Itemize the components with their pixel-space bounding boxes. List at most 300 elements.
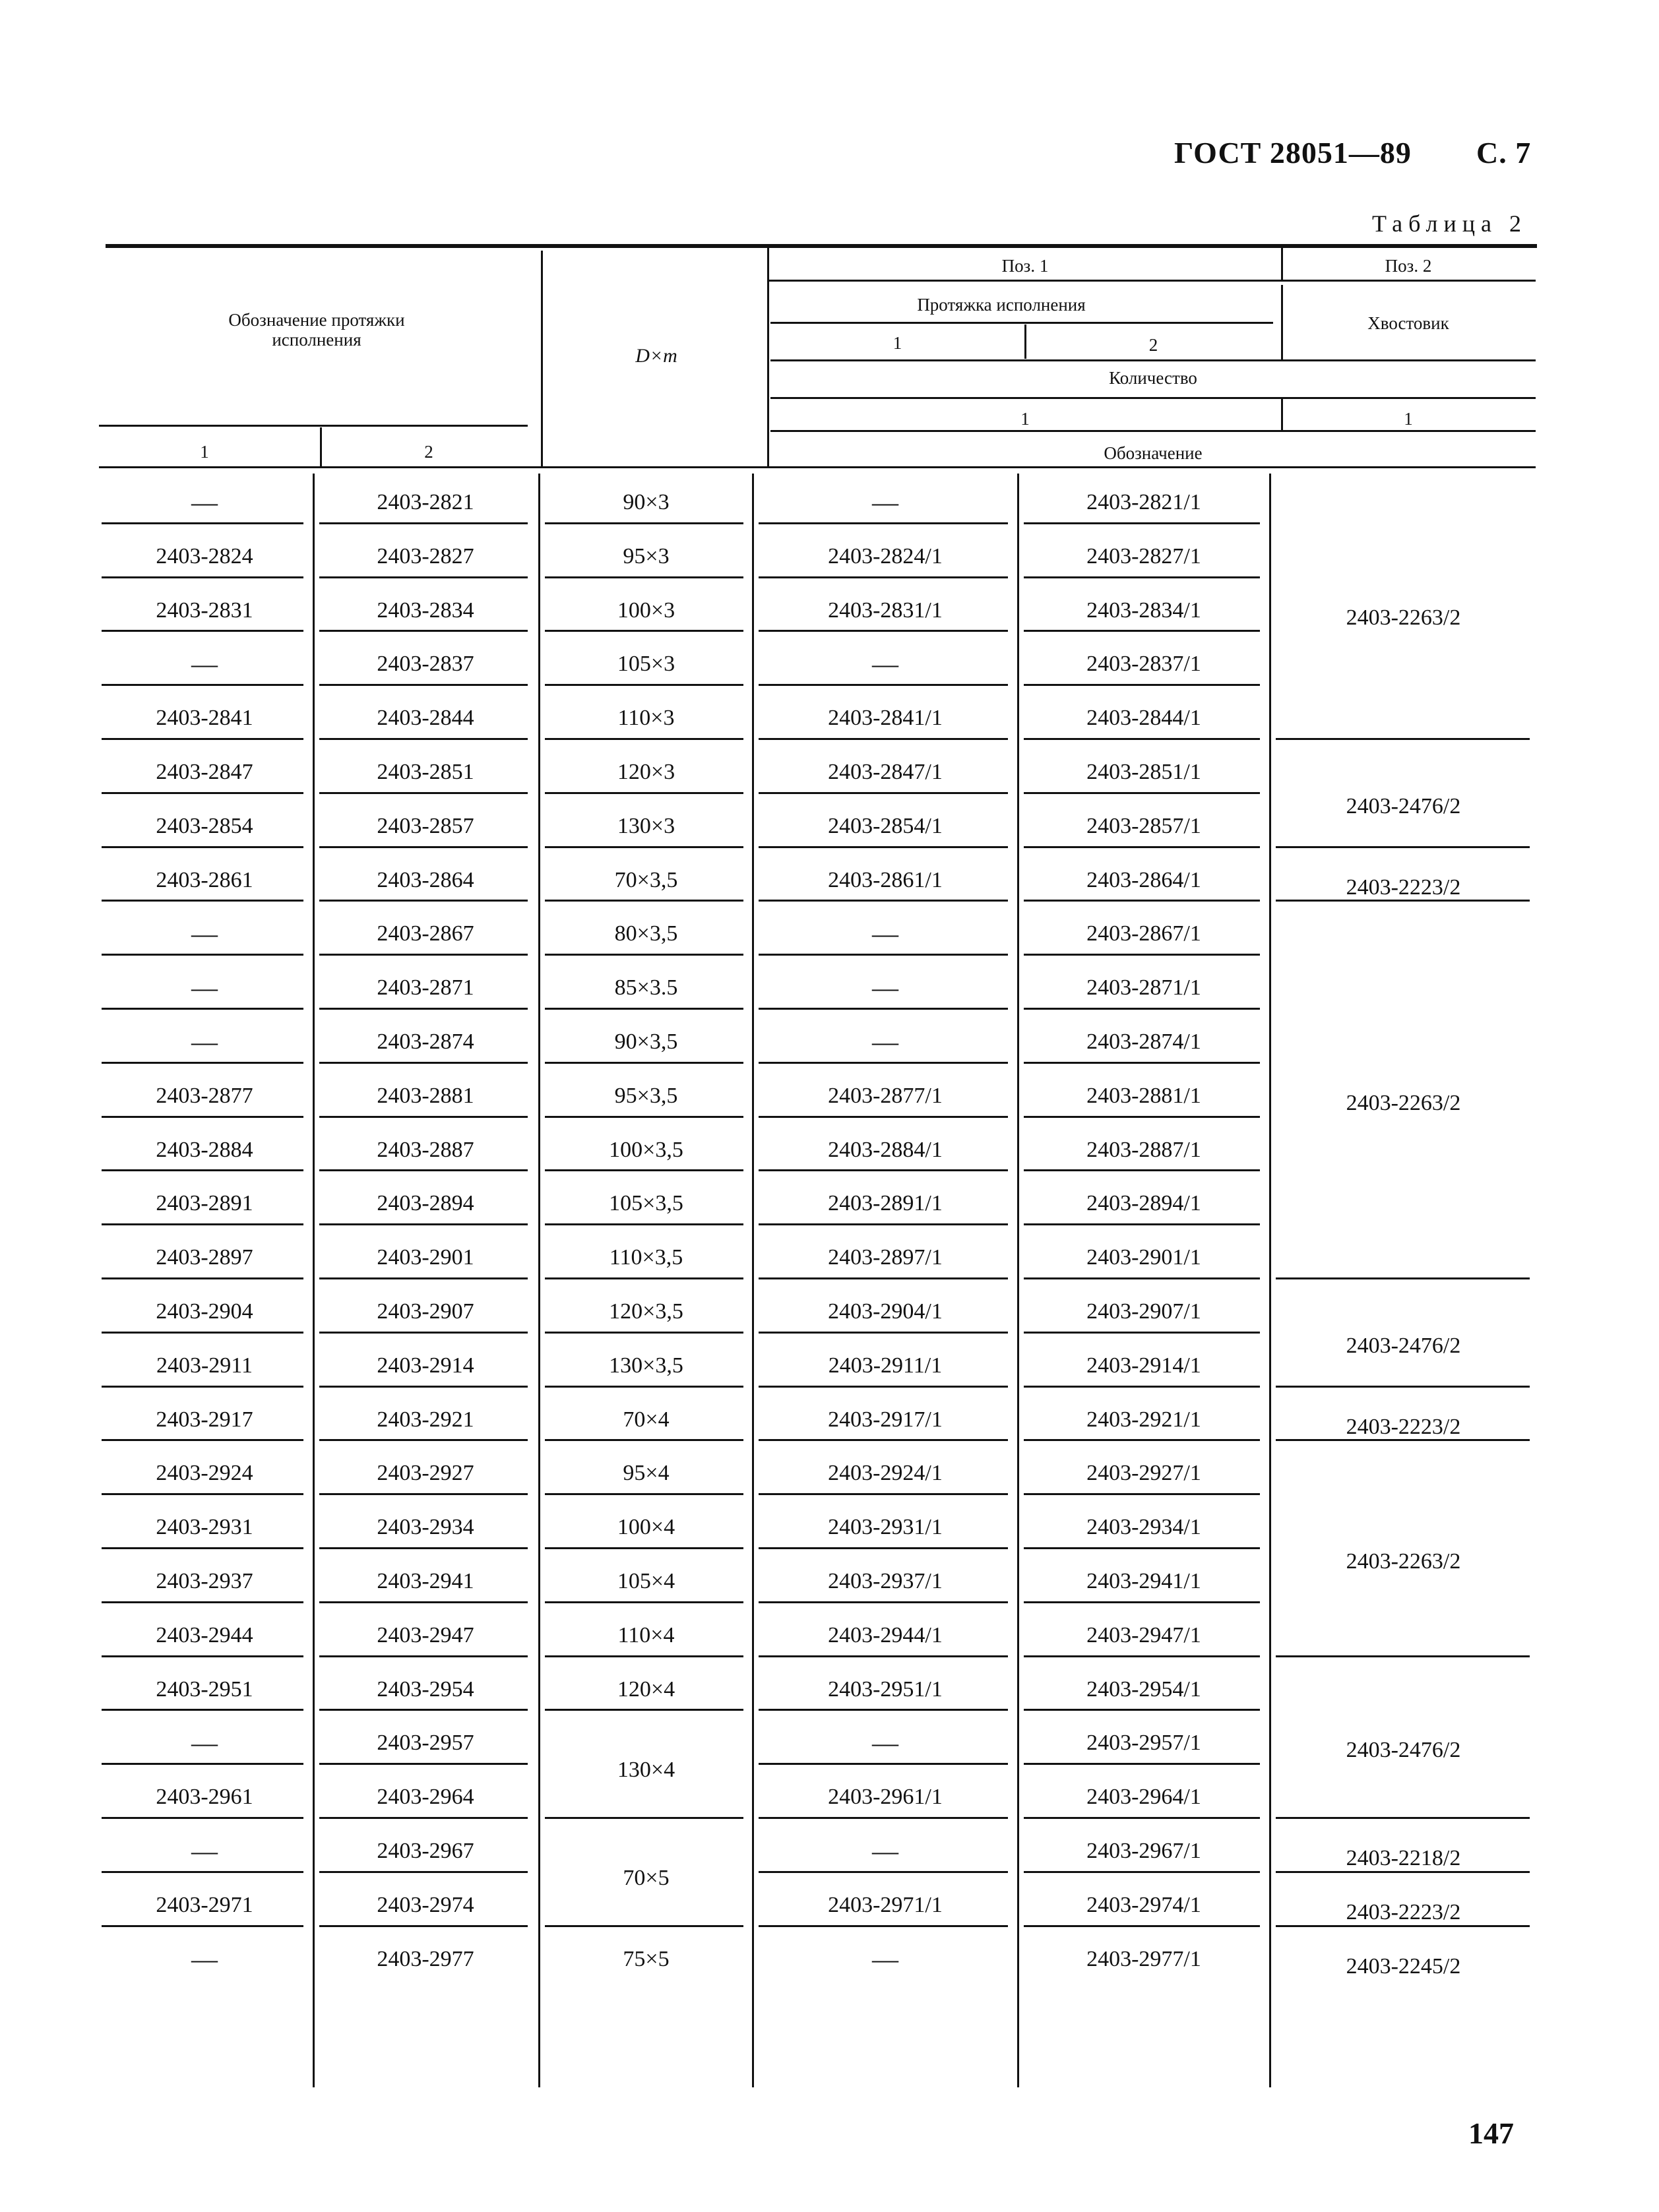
- broach-2-cell: 2403-2887/1: [1086, 1137, 1201, 1162]
- shank-rule: [1276, 1439, 1530, 1441]
- broach-1-cell: —: [872, 649, 898, 679]
- row-rule: [1024, 738, 1260, 740]
- row-rule: [319, 846, 528, 848]
- row-rule: [759, 1925, 1008, 1927]
- row-rule: [545, 1169, 743, 1171]
- broach-1-cell: 2403-2861/1: [828, 867, 943, 892]
- row-rule: [102, 1439, 303, 1441]
- row-rule: [545, 1116, 743, 1118]
- row-rule: [102, 738, 303, 740]
- row-rule: [759, 1817, 1008, 1819]
- dxm-cell: 130×3,5: [609, 1353, 683, 1378]
- broach-2-cell: 2403-2871/1: [1086, 975, 1201, 1000]
- designation-2-cell: 2403-2941: [377, 1569, 474, 1593]
- row-rule: [1024, 1817, 1260, 1819]
- row-rule: [102, 1386, 303, 1388]
- row-rule: [319, 1493, 528, 1495]
- row-rule: [545, 1008, 743, 1010]
- row-rule: [319, 1547, 528, 1549]
- designation-2-cell: 2403-2844: [377, 706, 474, 731]
- designation-2-cell: 2403-2954: [377, 1676, 474, 1702]
- designation-1-cell: —: [191, 1027, 218, 1057]
- shank-cell: 2403-2476/2: [1346, 1333, 1461, 1358]
- designation-2-cell: 2403-2887: [377, 1137, 474, 1162]
- designation-sub2: 2: [424, 442, 433, 462]
- broach-2-cell: 2403-2827/1: [1086, 543, 1201, 568]
- designation-2-cell: 2403-2857: [377, 813, 474, 838]
- header-rule: [99, 425, 528, 427]
- broach-2-cell: 2403-2954/1: [1086, 1676, 1201, 1702]
- dxm-cell: 110×4: [617, 1622, 675, 1647]
- designation-2-cell: 2403-2927: [377, 1461, 474, 1486]
- designation-1-cell: 2403-2937: [156, 1569, 253, 1593]
- designation-1-cell: 2403-2861: [156, 867, 253, 892]
- broach-1-cell: —: [872, 1836, 898, 1866]
- row-rule: [545, 522, 743, 524]
- broach-1-cell: 2403-2917/1: [828, 1407, 943, 1432]
- row-rule: [759, 576, 1008, 578]
- broach-1-cell: 2403-2847/1: [828, 760, 943, 784]
- row-rule: [1024, 1925, 1260, 1927]
- broach-1-cell: 2403-2824/1: [828, 543, 943, 568]
- designation-2-cell: 2403-2907: [377, 1299, 474, 1324]
- row-rule: [545, 1062, 743, 1064]
- row-rule: [102, 684, 303, 686]
- row-rule: [1024, 1601, 1260, 1603]
- broach-2-cell: 2403-2907/1: [1086, 1299, 1201, 1324]
- designation-1-cell: 2403-2847: [156, 760, 253, 784]
- row-rule: [759, 1008, 1008, 1010]
- dxm-merged-cell: 130×4: [617, 1758, 675, 1783]
- dxm-cell: 85×3.5: [614, 975, 678, 1000]
- row-rule: [102, 1817, 303, 1819]
- designation-2-cell: 2403-2864: [377, 867, 474, 892]
- body-divider: [1017, 474, 1019, 2087]
- broach-2-cell: 2403-2881/1: [1086, 1083, 1201, 1108]
- row-rule: [545, 954, 743, 956]
- designation-1-cell: 2403-2884: [156, 1137, 253, 1162]
- dxm-cell: 105×3,5: [609, 1191, 683, 1216]
- row-rule: [1024, 1277, 1260, 1279]
- row-rule: [1024, 1439, 1260, 1441]
- designation-2-cell: 2403-2874: [377, 1029, 474, 1054]
- row-rule: [759, 1332, 1008, 1334]
- quantity-pos2: 1: [1404, 409, 1413, 429]
- designation-2-cell: 2403-2837: [377, 652, 474, 677]
- row-rule: [102, 1601, 303, 1603]
- row-rule: [1024, 1062, 1260, 1064]
- row-rule: [1024, 1709, 1260, 1711]
- row-rule: [759, 846, 1008, 848]
- dxm-cell: 100×3,5: [609, 1137, 683, 1162]
- table-caption: Таблица 2: [1372, 210, 1527, 237]
- row-rule: [319, 1655, 528, 1657]
- row-rule: [319, 1223, 528, 1225]
- designation-1-cell: 2403-2824: [156, 543, 253, 568]
- dxm-cell: 100×3: [617, 598, 675, 623]
- dxm-header: D×m: [635, 345, 677, 367]
- broach-2-cell: 2403-2934/1: [1086, 1515, 1201, 1540]
- row-rule: [1024, 630, 1260, 632]
- shank-cell: 2403-2223/2: [1346, 1414, 1461, 1439]
- designation-2-cell: 2403-2921: [377, 1407, 474, 1432]
- shank-cell: 2403-2218/2: [1346, 1845, 1461, 1870]
- row-rule: [319, 792, 528, 794]
- designation-2-cell: 2403-2957: [377, 1731, 474, 1756]
- broach-1-cell: 2403-2897/1: [828, 1245, 943, 1270]
- row-rule: [759, 792, 1008, 794]
- row-rule: [1024, 684, 1260, 686]
- broach-1-cell: 2403-2877/1: [828, 1083, 943, 1108]
- quantity-pos1: 1: [1020, 409, 1030, 429]
- body-divider: [538, 474, 540, 2087]
- shank-rule: [1276, 900, 1530, 902]
- row-rule: [759, 1547, 1008, 1549]
- broach-2-cell: 2403-2941/1: [1086, 1569, 1201, 1593]
- body-divider: [313, 474, 315, 2087]
- designation-2-cell: 2403-2834: [377, 598, 474, 623]
- designation-1-cell: —: [191, 1944, 218, 1974]
- designation-1-cell: 2403-2904: [156, 1299, 253, 1324]
- broach-1-cell: 2403-2831/1: [828, 598, 943, 623]
- row-rule: [319, 1871, 528, 1873]
- row-rule: [545, 1547, 743, 1549]
- broach-sub2: 2: [1148, 335, 1158, 355]
- row-rule: [1024, 900, 1260, 902]
- pos2-header: Поз. 2: [1385, 256, 1432, 276]
- row-rule: [1024, 1763, 1260, 1765]
- designation-1-cell: —: [191, 649, 218, 679]
- row-rule: [319, 1386, 528, 1388]
- designation-1-cell: 2403-2831: [156, 598, 253, 623]
- row-rule: [319, 1763, 528, 1765]
- designation-2-cell: 2403-2947: [377, 1622, 474, 1647]
- shank-rule: [1276, 738, 1530, 740]
- row-rule: [102, 1008, 303, 1010]
- designation-2-cell: 2403-2934: [377, 1515, 474, 1540]
- row-rule: [759, 1116, 1008, 1118]
- row-rule: [545, 576, 743, 578]
- row-rule: [102, 1871, 303, 1873]
- dxm-cell: 80×3,5: [614, 921, 678, 946]
- broach-1-cell: 2403-2891/1: [828, 1191, 943, 1216]
- row-rule: [759, 1386, 1008, 1388]
- broach-1-cell: 2403-2971/1: [828, 1892, 943, 1917]
- row-rule: [102, 522, 303, 524]
- row-rule: [1024, 1493, 1260, 1495]
- row-rule: [319, 630, 528, 632]
- row-rule: [319, 1116, 528, 1118]
- shank-rule: [1276, 1277, 1530, 1279]
- row-rule: [1024, 1386, 1260, 1388]
- dxm-cell: 130×3: [617, 813, 675, 838]
- row-rule: [102, 1655, 303, 1657]
- quantity-header: Количество: [1109, 368, 1197, 388]
- row-rule: [545, 1493, 743, 1495]
- shank-cell: 2403-2245/2: [1346, 1953, 1461, 1979]
- designation-1-cell: 2403-2877: [156, 1083, 253, 1108]
- broach-2-cell: 2403-2837/1: [1086, 652, 1201, 677]
- row-rule: [1024, 954, 1260, 956]
- designation-sub1: 1: [200, 442, 209, 462]
- dxm-cell: 90×3: [623, 490, 670, 514]
- row-rule: [545, 1439, 743, 1441]
- designation-2-cell: 2403-2851: [377, 760, 474, 784]
- broach-header: Протяжка исполнения: [917, 295, 1086, 315]
- designation-2-cell: 2403-2974: [377, 1892, 474, 1917]
- dxm-cell: 95×4: [623, 1461, 670, 1486]
- row-rule: [545, 1601, 743, 1603]
- row-rule: [545, 1655, 743, 1657]
- row-rule: [759, 1709, 1008, 1711]
- shank-rule: [1276, 1655, 1530, 1657]
- broach-1-cell: 2403-2951/1: [828, 1676, 943, 1702]
- designation-label: Обозначение: [1104, 443, 1203, 463]
- broach-1-cell: 2403-2944/1: [828, 1622, 943, 1647]
- dxm-cell: 110×3: [617, 706, 675, 731]
- broach-2-cell: 2403-2977/1: [1086, 1946, 1201, 1971]
- dxm-cell: 100×4: [617, 1515, 675, 1540]
- row-rule: [759, 1062, 1008, 1064]
- dxm-merged-cell: 70×5: [623, 1865, 670, 1890]
- standard-code: ГОСТ 28051—89: [1174, 136, 1412, 169]
- body-divider: [752, 474, 754, 2087]
- row-rule: [102, 1332, 303, 1334]
- designation-2-cell: 2403-2821: [377, 490, 474, 514]
- designation-1-cell: 2403-2924: [156, 1461, 253, 1486]
- designation-1-cell: 2403-2961: [156, 1785, 253, 1810]
- designation-1-cell: —: [191, 487, 218, 517]
- row-rule: [759, 1763, 1008, 1765]
- broach-1-cell: —: [872, 919, 898, 949]
- header-rule: [767, 280, 1536, 282]
- row-rule: [759, 900, 1008, 902]
- broach-2-cell: 2403-2947/1: [1086, 1622, 1201, 1647]
- broach-1-cell: 2403-2841/1: [828, 706, 943, 731]
- designation-2-cell: 2403-2871: [377, 975, 474, 1000]
- shank-cell: 2403-2476/2: [1346, 1738, 1461, 1763]
- shank-rule: [1276, 1386, 1530, 1388]
- header-divider-dm: [541, 251, 543, 468]
- designation-1-cell: 2403-2854: [156, 813, 253, 838]
- row-rule: [759, 1655, 1008, 1657]
- row-rule: [319, 738, 528, 740]
- dxm-cell: 95×3: [623, 543, 670, 568]
- row-rule: [319, 1062, 528, 1064]
- row-rule: [1024, 1169, 1260, 1171]
- row-rule: [319, 1817, 528, 1819]
- row-rule: [319, 1169, 528, 1171]
- row-rule: [545, 684, 743, 686]
- broach-2-cell: 2403-2957/1: [1086, 1731, 1201, 1756]
- pos1-header: Поз. 1: [1001, 256, 1049, 276]
- header-rule: [770, 322, 1273, 324]
- designation-1-cell: 2403-2891: [156, 1191, 253, 1216]
- broach-1-cell: —: [872, 1027, 898, 1057]
- row-rule: [545, 792, 743, 794]
- dxm-cell: 90×3,5: [614, 1029, 678, 1054]
- designation-2-cell: 2403-2867: [377, 921, 474, 946]
- designation-2-cell: 2403-2977: [377, 1946, 474, 1971]
- header-rule: [770, 359, 1536, 361]
- row-rule: [759, 1871, 1008, 1873]
- dxm-cell: 105×4: [617, 1569, 675, 1593]
- header-rule: [770, 430, 1536, 432]
- row-rule: [545, 900, 743, 902]
- row-rule: [102, 1062, 303, 1064]
- shank-rule: [1276, 846, 1530, 848]
- shank-rule: [1276, 1871, 1530, 1873]
- row-rule: [102, 1223, 303, 1225]
- dxm-cell: 110×3,5: [609, 1245, 683, 1270]
- row-rule: [759, 1277, 1008, 1279]
- row-rule: [759, 522, 1008, 524]
- dxm-cell: 70×4: [623, 1407, 670, 1432]
- broach-1-cell: —: [872, 1728, 898, 1758]
- row-rule: [759, 738, 1008, 740]
- row-rule: [1024, 1116, 1260, 1118]
- shank-header: Хвостовик: [1367, 313, 1449, 333]
- broach-1-cell: 2403-2884/1: [828, 1137, 943, 1162]
- row-rule: [1024, 1223, 1260, 1225]
- row-rule: [1024, 792, 1260, 794]
- row-rule: [759, 1601, 1008, 1603]
- row-rule: [102, 1169, 303, 1171]
- table-top-rule: [106, 244, 1537, 248]
- row-rule: [319, 1332, 528, 1334]
- broach-2-cell: 2403-2821/1: [1086, 490, 1201, 514]
- row-rule: [319, 954, 528, 956]
- row-rule: [759, 1493, 1008, 1495]
- page-number: 147: [1468, 2116, 1514, 2150]
- broach-1-cell: 2403-2911/1: [828, 1353, 943, 1378]
- shank-cell: 2403-2263/2: [1346, 1090, 1461, 1115]
- row-rule: [319, 522, 528, 524]
- row-rule: [1024, 1871, 1260, 1873]
- broach-2-cell: 2403-2851/1: [1086, 760, 1201, 784]
- header-divider-designation: [320, 427, 322, 468]
- row-rule: [545, 630, 743, 632]
- row-rule: [319, 900, 528, 902]
- row-rule: [102, 1925, 303, 1927]
- designation-1-cell: —: [191, 919, 218, 949]
- row-rule: [1024, 1008, 1260, 1010]
- broach-1-cell: 2403-2961/1: [828, 1785, 943, 1810]
- header-rule: [770, 397, 1536, 399]
- row-rule: [102, 1763, 303, 1765]
- row-rule: [759, 630, 1008, 632]
- designation-1-cell: —: [191, 1728, 218, 1758]
- row-rule: [759, 1439, 1008, 1441]
- row-rule: [102, 846, 303, 848]
- shank-cell: 2403-2223/2: [1346, 1899, 1461, 1924]
- row-rule: [102, 900, 303, 902]
- broach-1-cell: 2403-2931/1: [828, 1515, 943, 1540]
- row-rule: [319, 1439, 528, 1441]
- dxm-cell: 120×3: [617, 760, 675, 784]
- row-rule: [545, 846, 743, 848]
- row-rule: [102, 1493, 303, 1495]
- designation-1-cell: —: [191, 973, 218, 1003]
- page-label: С. 7: [1476, 136, 1532, 169]
- broach-2-cell: 2403-2834/1: [1086, 598, 1201, 623]
- designation-1-cell: 2403-2897: [156, 1245, 253, 1270]
- row-rule: [102, 792, 303, 794]
- designation-header: Обозначение протяжки исполнения: [228, 310, 405, 350]
- row-rule: [319, 1925, 528, 1927]
- row-rule: [545, 738, 743, 740]
- row-rule: [759, 684, 1008, 686]
- dxm-cell: 120×4: [617, 1676, 675, 1702]
- broach-2-cell: 2403-2864/1: [1086, 867, 1201, 892]
- row-rule: [1024, 846, 1260, 848]
- broach-1-cell: 2403-2924/1: [828, 1461, 943, 1486]
- designation-1-cell: 2403-2841: [156, 706, 253, 731]
- header-divider-pos1: [767, 245, 769, 468]
- broach-2-cell: 2403-2867/1: [1086, 921, 1201, 946]
- row-rule: [1024, 1655, 1260, 1657]
- shank-cell: 2403-2223/2: [1346, 875, 1461, 900]
- row-rule: [319, 684, 528, 686]
- broach-2-cell: 2403-2964/1: [1086, 1785, 1201, 1810]
- row-rule: [545, 1925, 743, 1927]
- broach-1-cell: 2403-2937/1: [828, 1569, 943, 1593]
- row-rule: [545, 1277, 743, 1279]
- designation-1-cell: 2403-2944: [156, 1622, 253, 1647]
- row-rule: [759, 1223, 1008, 1225]
- row-rule: [319, 1008, 528, 1010]
- broach-1-cell: 2403-2904/1: [828, 1299, 943, 1324]
- broach-1-cell: —: [872, 1944, 898, 1974]
- dxm-cell: 105×3: [617, 652, 675, 677]
- broach-2-cell: 2403-2874/1: [1086, 1029, 1201, 1054]
- shank-cell: 2403-2476/2: [1346, 793, 1461, 818]
- dxm-cell: 120×3,5: [609, 1299, 683, 1324]
- broach-2-cell: 2403-2857/1: [1086, 813, 1201, 838]
- dxm-cell: 70×3,5: [614, 867, 678, 892]
- body-divider: [1269, 474, 1271, 2087]
- row-rule: [102, 576, 303, 578]
- designation-1-cell: 2403-2911: [156, 1353, 253, 1378]
- broach-2-cell: 2403-2901/1: [1086, 1245, 1201, 1270]
- designation-1-cell: 2403-2951: [156, 1676, 253, 1702]
- row-rule: [1024, 576, 1260, 578]
- row-rule: [102, 1547, 303, 1549]
- row-rule: [545, 1332, 743, 1334]
- row-rule: [102, 630, 303, 632]
- shank-cell: 2403-2263/2: [1346, 605, 1461, 630]
- row-rule: [102, 1116, 303, 1118]
- shank-rule: [1276, 1817, 1530, 1819]
- broach-1-cell: —: [872, 487, 898, 517]
- row-rule: [759, 1169, 1008, 1171]
- designation-2-cell: 2403-2964: [377, 1785, 474, 1810]
- designation-2-cell: 2403-2901: [377, 1245, 474, 1270]
- broach-sub1: 1: [892, 333, 902, 353]
- row-rule: [102, 954, 303, 956]
- dxm-cell: 75×5: [623, 1946, 670, 1971]
- row-rule: [545, 1386, 743, 1388]
- designation-2-cell: 2403-2914: [377, 1353, 474, 1378]
- broach-2-cell: 2403-2967/1: [1086, 1839, 1201, 1863]
- row-rule: [759, 954, 1008, 956]
- row-rule: [1024, 1332, 1260, 1334]
- designation-1-cell: 2403-2971: [156, 1892, 253, 1917]
- designation-2-cell: 2403-2967: [377, 1839, 474, 1863]
- designation-2-cell: 2403-2894: [377, 1191, 474, 1216]
- broach-1-cell: —: [872, 973, 898, 1003]
- shank-cell: 2403-2263/2: [1346, 1549, 1461, 1574]
